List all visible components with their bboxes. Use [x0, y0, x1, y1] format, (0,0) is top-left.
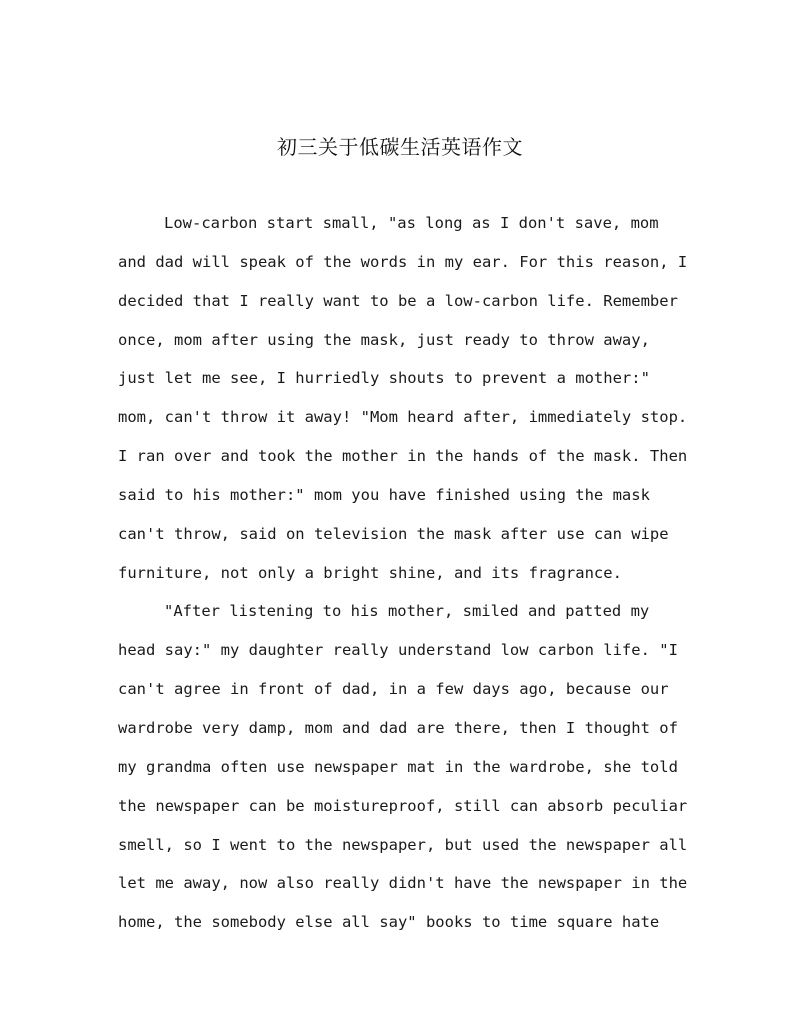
text-line: my grandma often use newspaper mat in the wardrobe, she told: [118, 757, 678, 776]
document-title: 初三关于低碳生活英语作文: [277, 135, 523, 159]
paragraph-1: [118, 204, 688, 592]
document-body: [118, 204, 688, 942]
text-line: wardrobe very damp, mom and dad are there, then I thought of: [118, 718, 678, 737]
text-line: "After listening to his mother, smiled and patted my: [164, 602, 650, 621]
text-line: let me away, now also really didn't have the newspaper in the: [118, 874, 688, 893]
text-line: smell, so I went to the newspaper, but used the newspaper all: [118, 835, 688, 854]
text-line: home, the somebody else all say" books to time square hate: [118, 913, 660, 932]
text-line: decided that I really want to be a low-carbon life. Remember: [118, 291, 678, 310]
text-line: mom, can't throw it away! "Mom heard after, immediately stop.: [118, 408, 688, 427]
text-line: said to his mother:" mom you have finished using the mask: [118, 485, 650, 504]
text-line: and dad will speak of the words in my ear. For this reason, I: [118, 252, 688, 271]
text-line: head say:" my daughter really understand low carbon life. "I: [118, 641, 678, 660]
text-line: just let me see, I hurriedly shouts to prevent a mother:": [118, 369, 650, 388]
text-line: Low-carbon start small, "as long as I don't save, mom: [164, 214, 659, 232]
text-line: the newspaper can be moistureproof, still can absorb peculiar: [118, 796, 688, 815]
text-line: furniture, not only a bright shine, and its fragrance.: [118, 563, 622, 582]
text-line: can't agree in front of dad, in a few days ago, because our: [118, 680, 669, 699]
text-line: can't throw, said on television the mask after use can wipe: [118, 524, 669, 543]
paragraph-2: [118, 592, 688, 942]
text-line: once, mom after using the mask, just ready to throw away,: [118, 330, 650, 349]
text-line: I ran over and took the mother in the hands of the mask. Then: [118, 447, 688, 466]
